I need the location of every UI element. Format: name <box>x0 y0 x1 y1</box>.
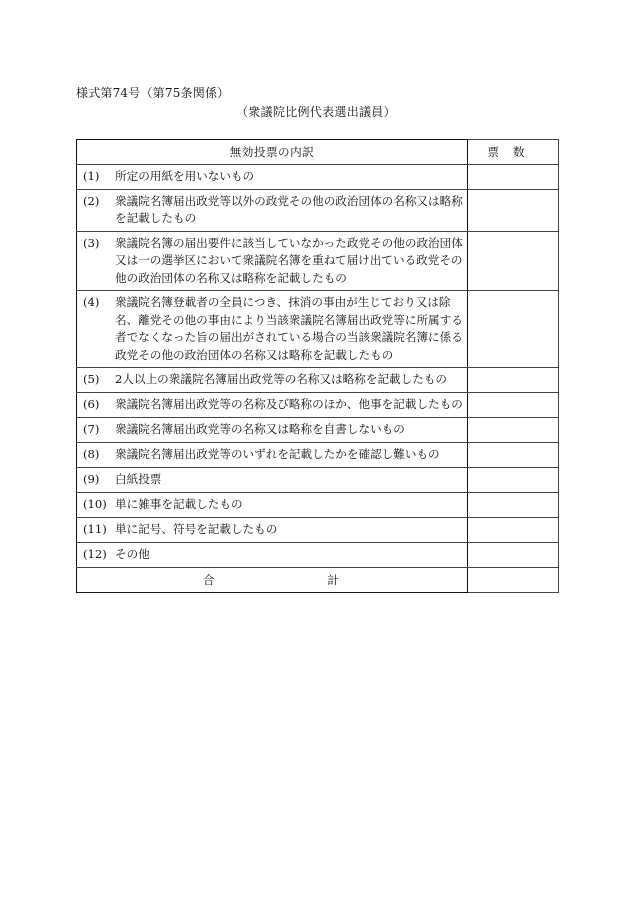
item-text: 2人以上の衆議院名簿届出政党等の名称又は略称を記載したもの <box>115 372 448 387</box>
table-row <box>77 518 559 543</box>
vote-count-cell[interactable] <box>468 189 559 231</box>
header-reason: 無効投票の内訳 <box>77 140 468 165</box>
election-category-subtitle: （衆議院比例代表選出議員） <box>236 105 396 119</box>
item-text: 衆議院名簿登載者の全員につき、抹消の事由が生じており又は除名、離党その他の事由により当該衆議院名簿届出政党等に所属する者でなくなった旨の届出がされている場合の当該衆議院名簿に係る政党その他の政治団体の名称又は略称を記載したもの <box>115 295 463 362</box>
total-row <box>77 568 559 593</box>
item-text: 白紙投票 <box>115 472 162 487</box>
vote-count-cell[interactable] <box>468 368 559 393</box>
item-number: (10) <box>83 497 107 512</box>
item-number: (9) <box>83 472 100 487</box>
table-row <box>77 543 559 568</box>
table-row <box>77 291 559 368</box>
item-text: 衆議院名簿届出政党等のいずれを記載したかを確認し難いもの <box>115 447 440 462</box>
reason-cell <box>77 418 468 443</box>
vote-count-cell[interactable] <box>468 493 559 518</box>
table-row <box>77 165 559 190</box>
table-row <box>77 443 559 468</box>
total-label-cell <box>77 568 468 593</box>
total-count-cell[interactable] <box>468 568 559 593</box>
item-number: (7) <box>83 422 100 437</box>
invalid-vote-breakdown-table <box>76 139 559 593</box>
form-number: 様式第74号（第75条関係） <box>76 86 230 100</box>
item-text: 衆議院名簿届出政党等以外の政党その他の政治団体の名称又は略称を記載したもの <box>115 193 463 225</box>
item-text: 単に雑事を記載したもの <box>115 497 243 512</box>
total-label-right: 計 <box>327 573 339 587</box>
item-number: (4) <box>83 295 100 309</box>
reason-cell <box>77 189 468 231</box>
vote-count-cell[interactable] <box>468 543 559 568</box>
table-row <box>77 418 559 443</box>
reason-cell <box>77 518 468 543</box>
reason-cell <box>77 493 468 518</box>
vote-count-cell[interactable] <box>468 418 559 443</box>
vote-count-cell[interactable] <box>468 165 559 190</box>
table-row <box>77 493 559 518</box>
table-row <box>77 189 559 231</box>
item-number: (3) <box>83 235 100 250</box>
vote-count-cell[interactable] <box>468 393 559 418</box>
item-number: (6) <box>83 397 100 412</box>
reason-cell <box>77 393 468 418</box>
item-number: (2) <box>83 193 100 208</box>
item-text: その他 <box>115 547 150 562</box>
vote-count-cell[interactable] <box>468 443 559 468</box>
item-number: (11) <box>83 522 107 537</box>
item-text: 衆議院名簿の届出要件に該当していなかった政党その他の政治団体又は一の選挙区において衆議院名簿を重ねて届け出ている政党その他の政治団体の名称又は略称を記載したもの <box>115 235 463 285</box>
reason-cell <box>77 165 468 190</box>
vote-count-cell[interactable] <box>468 231 559 291</box>
item-number: (5) <box>83 372 100 387</box>
table-row <box>77 368 559 393</box>
table-row <box>77 231 559 291</box>
vote-count-cell[interactable] <box>468 291 559 368</box>
item-text: 単に記号、符号を記載したもの <box>115 522 278 537</box>
reason-cell <box>77 443 468 468</box>
reason-cell <box>77 543 468 568</box>
header-vote-count: 票数 <box>468 140 559 165</box>
reason-cell <box>77 231 468 291</box>
vote-count-cell[interactable] <box>468 518 559 543</box>
item-text: 衆議院名簿届出政党等の名称及び略称のほか、他事を記載したもの <box>115 397 463 412</box>
reason-cell <box>77 368 468 393</box>
vote-count-cell[interactable] <box>468 468 559 493</box>
item-text: 衆議院名簿届出政党等の名称又は略称を自書しないもの <box>115 422 405 437</box>
reason-cell <box>77 291 468 368</box>
table-row <box>77 468 559 493</box>
total-label-left: 合 <box>203 573 215 587</box>
item-number: (8) <box>83 447 100 462</box>
item-text: 所定の用紙を用いないもの <box>115 169 255 183</box>
table-header-row <box>77 140 559 165</box>
item-number: (1) <box>83 169 100 183</box>
table-row <box>77 393 559 418</box>
reason-cell <box>77 468 468 493</box>
item-number: (12) <box>83 547 107 562</box>
